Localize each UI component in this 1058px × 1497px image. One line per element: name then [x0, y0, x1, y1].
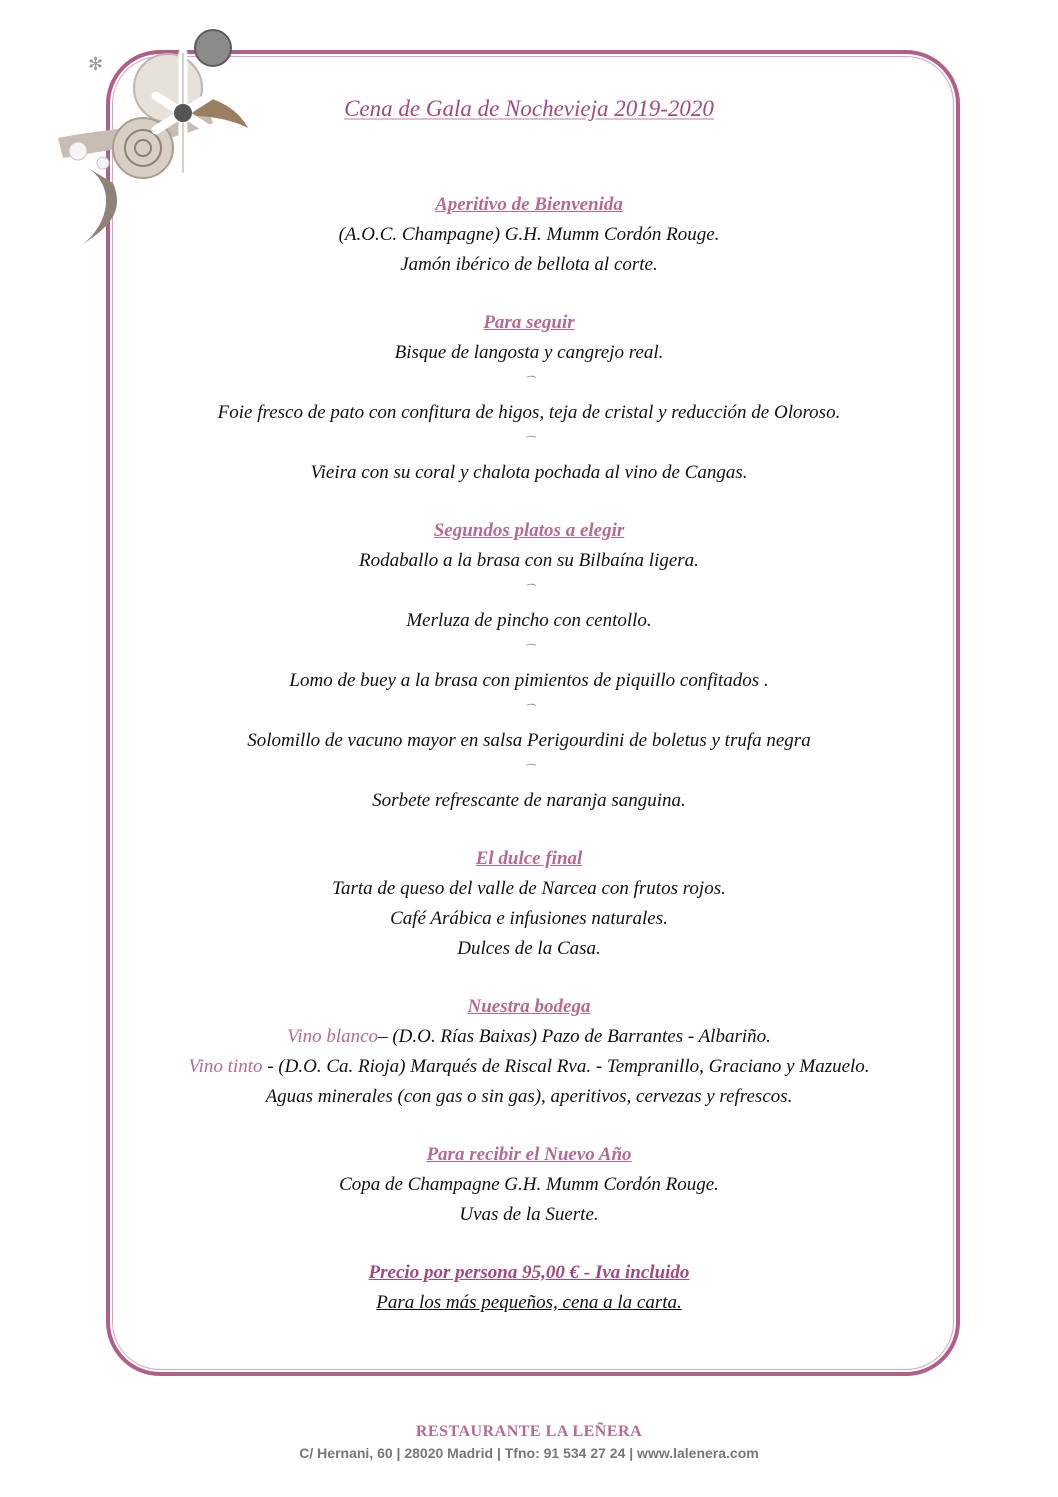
menu-item: Sorbete refrescante de naranja sanguina. [372, 790, 686, 811]
wine-white-label: Vino blanco [287, 1026, 379, 1047]
flourish-separator: ⁀ [524, 645, 534, 657]
flourish-separator: ⁀ [524, 377, 534, 389]
flourish-separator: ⁀ [524, 765, 534, 777]
restaurant-name: RESTAURANTE LA LEÑERA [415, 1423, 643, 1440]
menu-item: Tarta de queso del valle de Narcea con frutos rojos. [332, 878, 726, 899]
section-heading: Para seguir [483, 312, 575, 333]
section-nuevo-ano [0, 1140, 1058, 1230]
menu-item: Merluza de pincho con centollo. [406, 610, 652, 631]
section-dulce-final [0, 844, 1058, 964]
wine-red-line [0, 1052, 1058, 1082]
menu-item: Solomillo de vacuno mayor en salsa Perigourdini de boletus y trufa negra [247, 730, 811, 751]
flourish-separator: ⁀ [524, 585, 534, 597]
menu-item: Dulces de la Casa. [457, 938, 601, 959]
menu-item: (A.O.C. Champagne) G.H. Mumm Cordón Rouge. [338, 224, 720, 245]
section-aperitivo [0, 190, 1058, 280]
flourish-separator: ⁀ [524, 437, 534, 449]
section-heading: Para recibir el Nuevo Año [426, 1144, 632, 1165]
flourish-separator: ⁀ [524, 705, 534, 717]
footer [0, 1422, 1058, 1464]
section-heading: Nuestra bodega [467, 996, 591, 1017]
menu-item: Café Arábica e infusiones naturales. [390, 908, 668, 929]
wine-white-line [0, 1022, 1058, 1052]
menu-item: Uvas de la Suerte. [459, 1204, 599, 1225]
price-per-person: Precio por persona 95,00 € - Iva incluido [368, 1262, 690, 1283]
section-segundos [0, 516, 1058, 816]
menu-item: Jamón ibérico de bellota al corte. [400, 254, 658, 275]
kids-note: Para los más pequeños, cena a la carta. [376, 1292, 682, 1313]
menu-title: Cena de Gala de Nochevieja 2019-2020 [344, 96, 714, 121]
section-para-seguir [0, 308, 1058, 488]
section-heading: Aperitivo de Bienvenida [435, 194, 623, 215]
menu-item: Lomo de buey a la brasa con pimientos de piquillo confitados . [289, 670, 769, 691]
wine-red-text: - (D.O. Ca. Rioja) Marqués de Riscal Rva. - Tempranillo, Graciano y Mazuelo. [262, 1056, 870, 1077]
menu-item: Foie fresco de pato con confitura de higos, teja de cristal y reducción de Oloroso. [217, 402, 841, 423]
restaurant-address: C/ Hernani, 60 | 28020 Madrid | Tfno: 91 534 27 24 | www.lalenera.com [299, 1445, 759, 1461]
wine-white-text: – (D.O. Rías Baixas) Pazo de Barrantes - Albariño. [378, 1026, 771, 1047]
drinks-other: Aguas minerales (con gas o sin gas), aperitivos, cervezas y refrescos. [265, 1086, 793, 1107]
menu-item: Copa de Champagne G.H. Mumm Cordón Rouge. [339, 1174, 719, 1195]
section-heading: El dulce final [475, 848, 583, 869]
wine-red-label: Vino tinto [188, 1056, 263, 1077]
menu-item: Bisque de langosta y cangrejo real. [394, 342, 664, 363]
svg-text:✻: ✻ [88, 54, 104, 75]
section-bodega [0, 992, 1058, 1112]
menu-item: Vieira con su coral y chalota pochada al vino de Cangas. [310, 462, 748, 483]
menu-item: Rodaballo a la brasa con su Bilbaína ligera. [359, 550, 699, 571]
section-heading: Segundos platos a elegir [433, 520, 625, 541]
menu-body [0, 190, 1058, 1318]
